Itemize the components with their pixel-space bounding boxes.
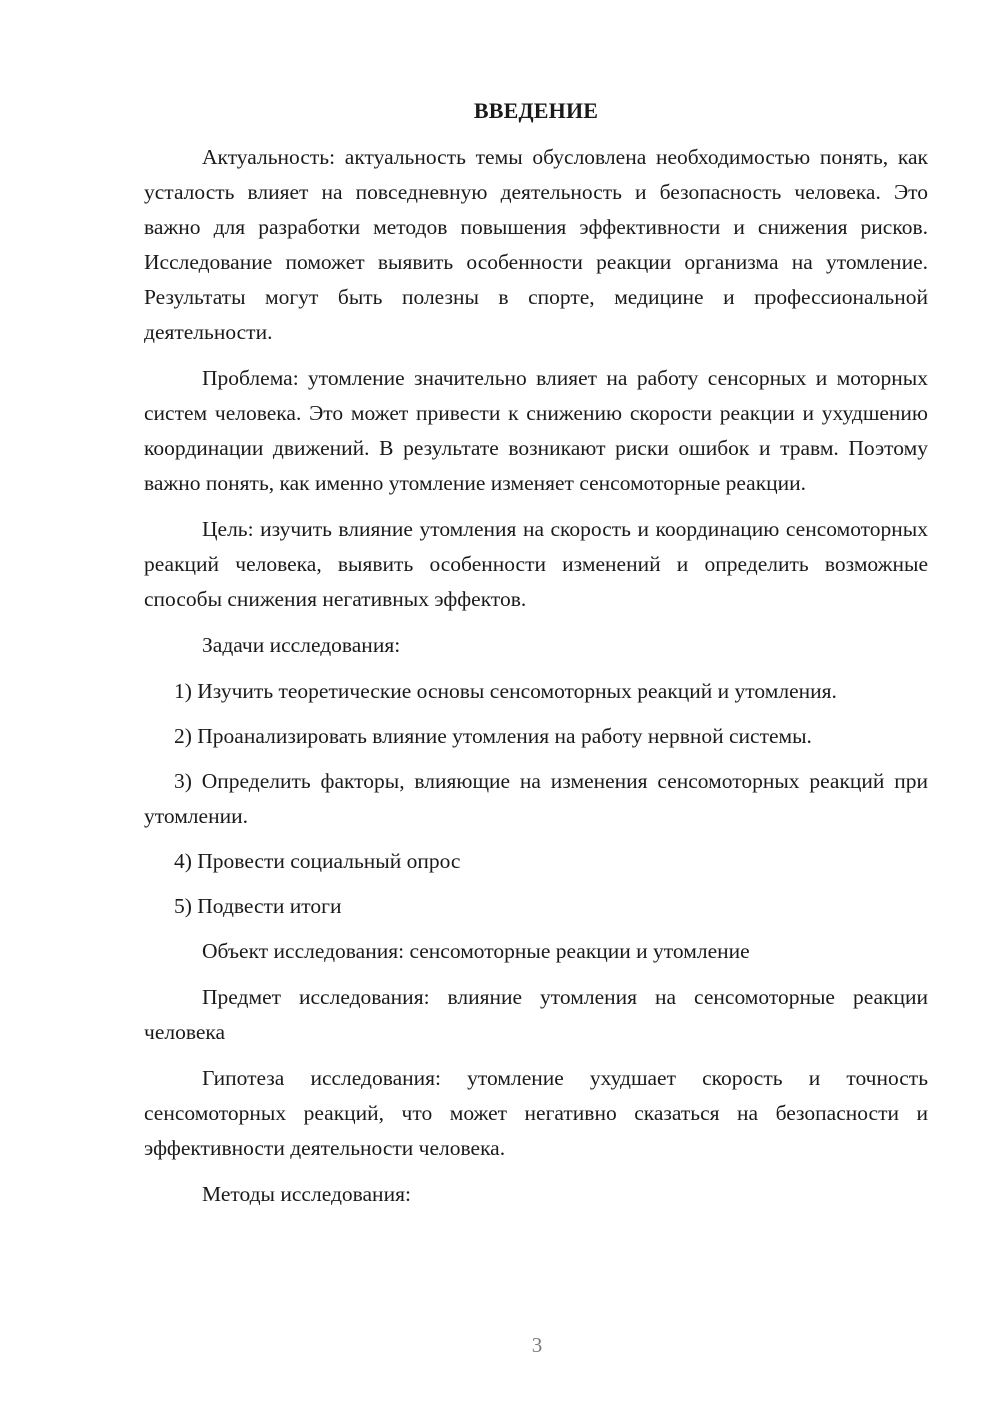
task-item: 3) Определить факторы, влияющие на изменения сенсомоторных реакций при утомлении.: [144, 769, 928, 828]
task-item: 2) Проанализировать влияние утомления на работу нервной системы.: [174, 724, 812, 748]
section-title: ВВЕДЕНИЕ: [473, 98, 599, 123]
tasks-heading: Задачи исследования:: [202, 633, 401, 657]
relevance-paragraph: Актуальность: актуальность темы обусловлена необходимостью понять, как усталость влияет на повседневную деятельность и безопасность человека. Это важно для разработки методов повышения эффективности и снижения рисков. Исследование поможет выявить особенности реакции организма на утомление. Результаты могут быть полезны в спорте, медицине и профессиональной деятельности.: [144, 145, 928, 344]
methods-heading: Методы исследования:: [202, 1182, 411, 1206]
hypothesis-paragraph: Гипотеза исследования: утомление ухудшает скорость и точность сенсомоторных реакций, что может негативно сказаться на безопасности и эффективности деятельности человека.: [144, 1066, 928, 1160]
task-item: 5) Подвести итоги: [174, 894, 342, 918]
task-item: 4) Провести социальный опрос: [174, 849, 461, 873]
page-body: [144, 96, 928, 1223]
goal-paragraph: Цель: изучить влияние утомления на скорость и координацию сенсомоторных реакций человека, выявить особенности изменений и определить возможные способы снижения негативных эффектов.: [144, 517, 928, 611]
problem-paragraph: Проблема: утомление значительно влияет на работу сенсорных и моторных систем человека. Это может привести к снижению скорости реакции и ухудшению координации движений. В результате возникают риски ошибок и травм. Поэтому важно понять, как именно утомление изменяет сенсомоторные реакции.: [144, 366, 928, 495]
research-subject-paragraph: Предмет исследования: влияние утомления на сенсомоторные реакции человека: [144, 985, 928, 1044]
page-number: 3: [531, 1333, 543, 1357]
tasks-list: [144, 674, 928, 924]
research-object-paragraph: Объект исследования: сенсомоторные реакции и утомление: [202, 939, 750, 963]
task-item: 1) Изучить теоретические основы сенсомоторных реакций и утомления.: [174, 679, 837, 703]
